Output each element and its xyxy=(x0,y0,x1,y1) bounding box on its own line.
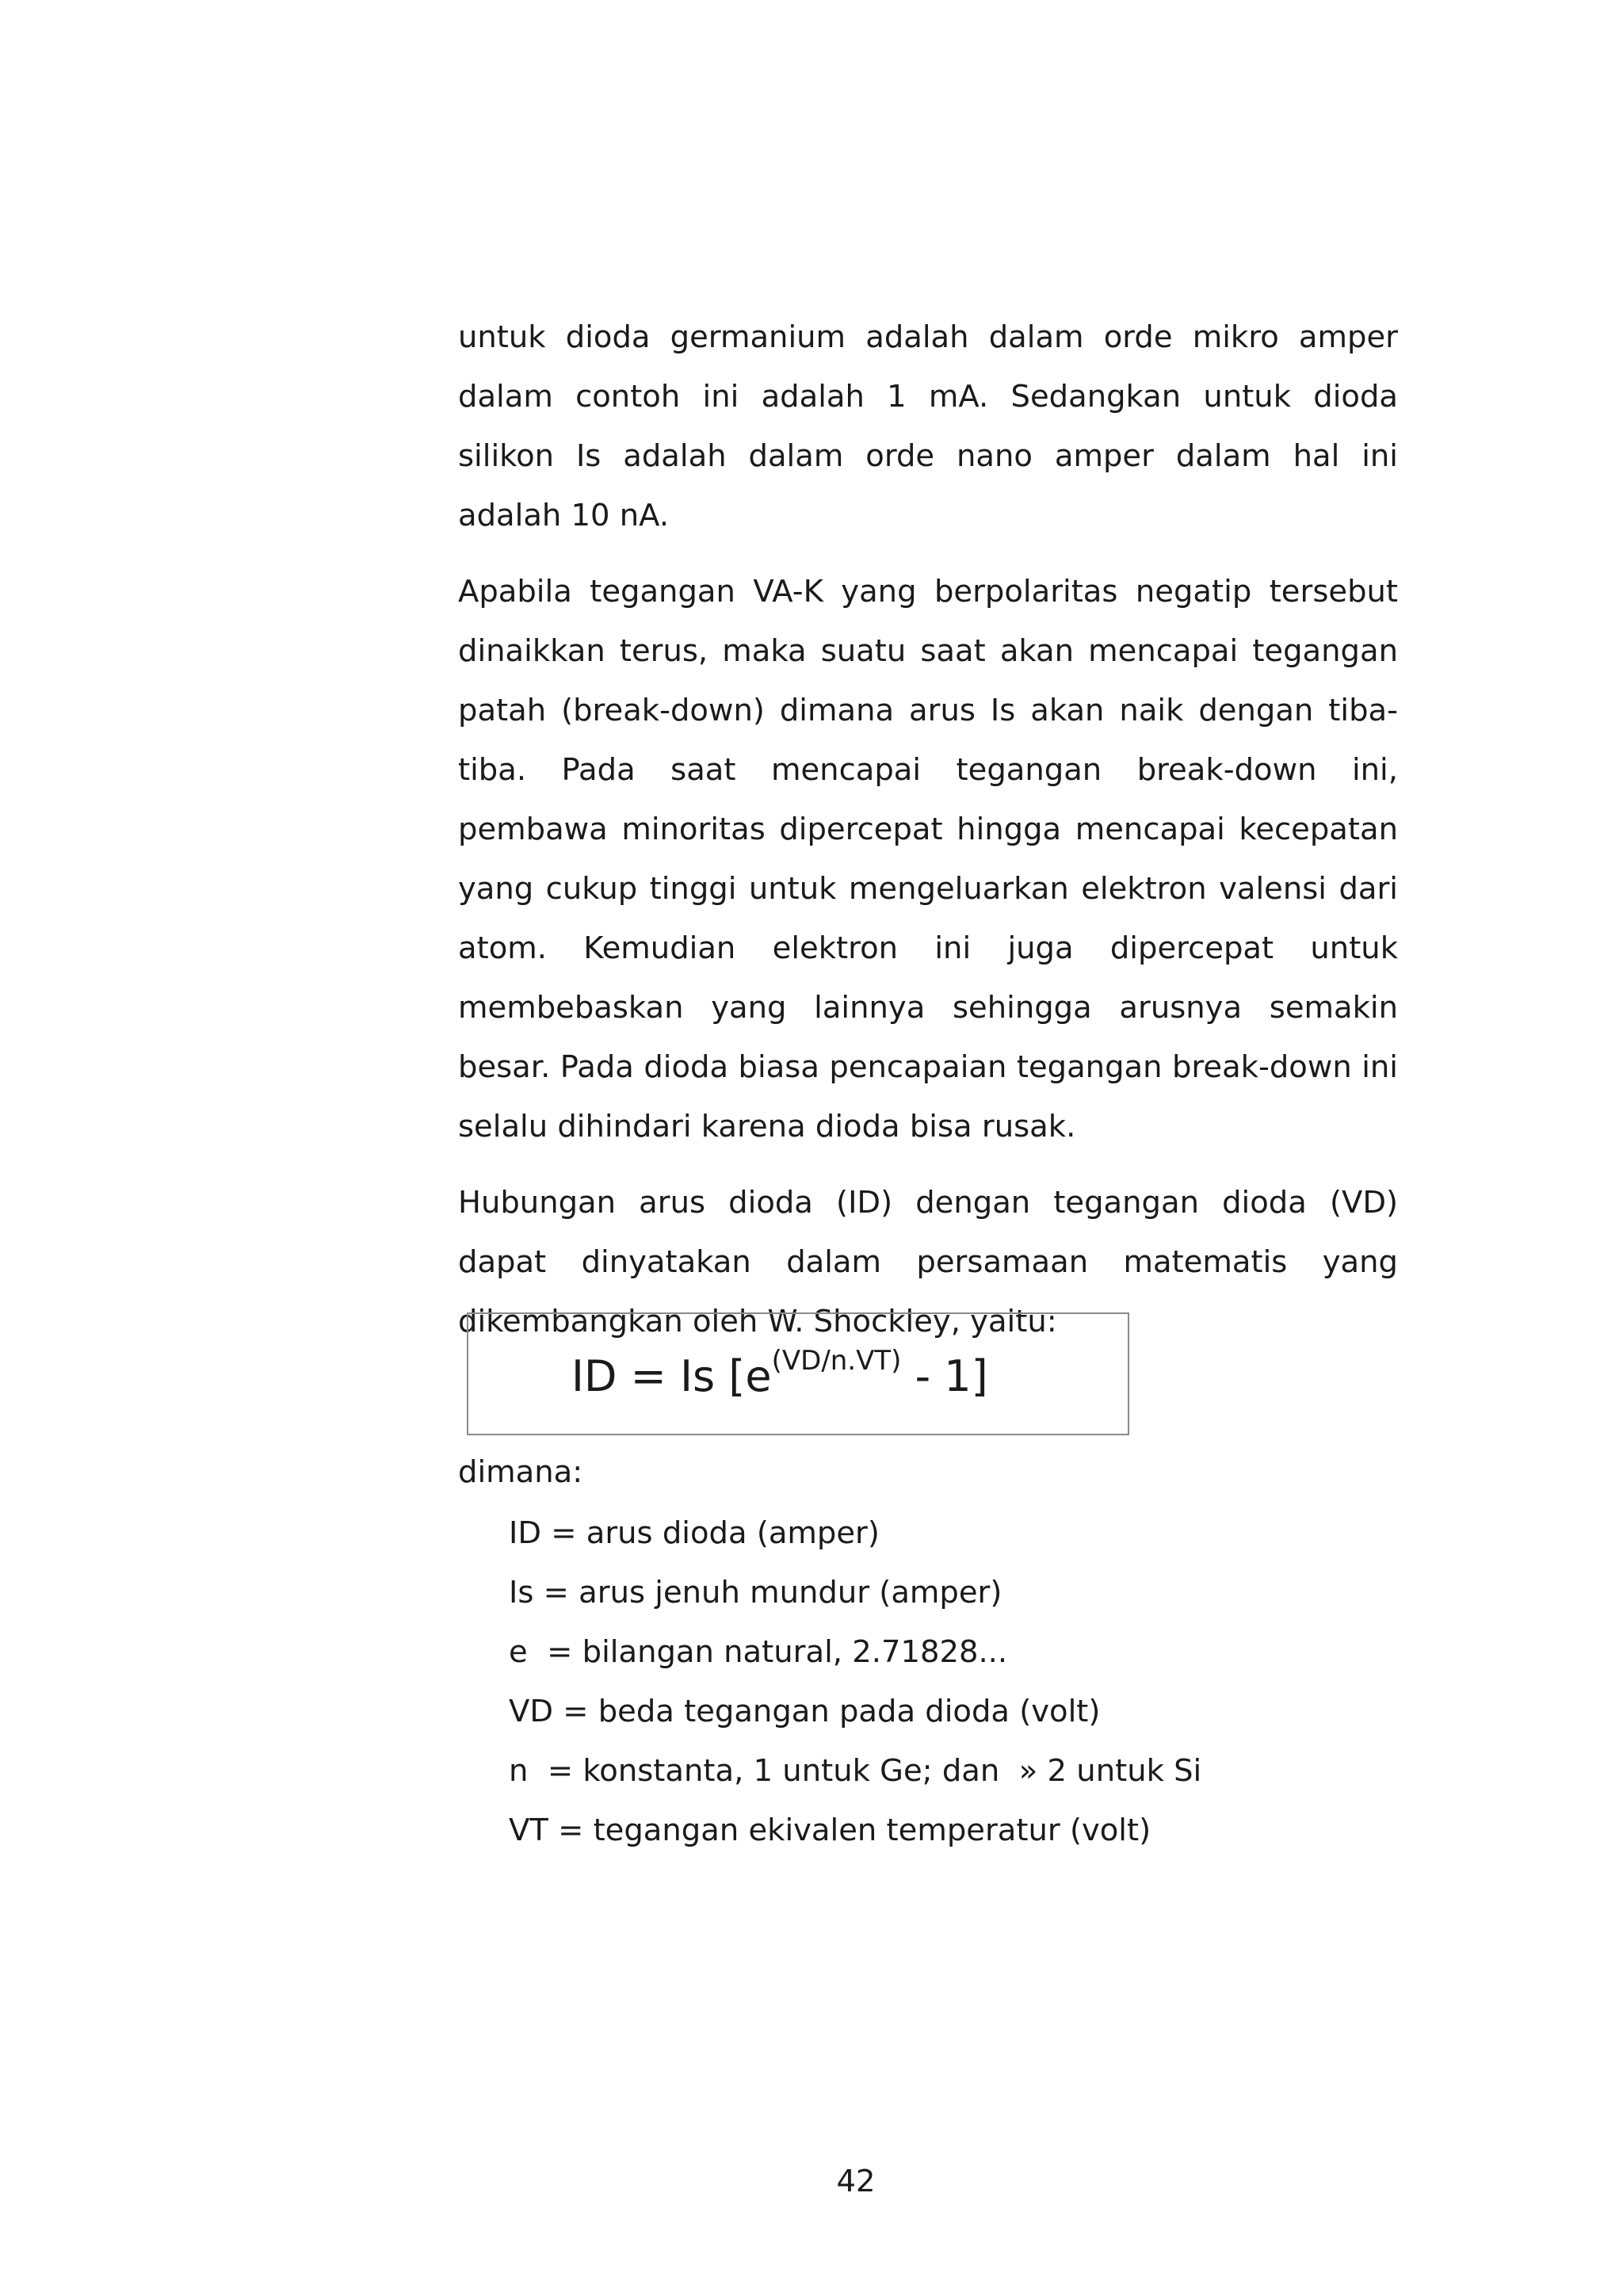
paragraph-2: Apabila tegangan VA-K yang berpolaritas negatip tersebut dinaikkan terus, maka suatu saat akan mencapai tegangan patah (break-down) dimana arus Is akan naik dengan tiba-tiba. Pada saat mencapai tegangan break-down ini, pembawa minoritas dipercepat hingga mencapai kecepatan yang cukup tinggi untuk mengeluarkan elektron valensi dari atom. Kemudian elektron ini juga dipercepat untuk membebaskan yang lainnya sehingga arusnya semakin besar. Pada dioda biasa pencapaian tegangan break-down ini selalu dihindari karena dioda bisa rusak. xyxy=(458,574,1398,1144)
where-label: dimana: xyxy=(458,1454,583,1490)
definition-item: Is = arus jenuh mundur (amper) xyxy=(509,1575,1002,1610)
paragraph-1: untuk dioda germanium adalah dalam orde mikro amper dalam contoh ini adalah 1 mA. Sedangkan untuk dioda silikon Is adalah dalam orde nano amper dalam hal ini adalah 10 nA. xyxy=(458,319,1398,533)
page-number: 42 xyxy=(836,2164,876,2199)
paragraph-3: Hubungan arus dioda (ID) dengan tegangan dioda (VD) dapat dinyatakan dalam persamaan matematis yang dikembangkan oleh W. Shockley, yaitu: xyxy=(458,1185,1398,1339)
definition-item: e = bilangan natural, 2.71828... xyxy=(509,1634,1008,1670)
definition-item: VT = tegangan ekivalen temperatur (volt) xyxy=(509,1813,1151,1848)
equation-rhs: - 1] xyxy=(901,1351,988,1401)
definition-item: ID = arus dioda (amper) xyxy=(509,1515,880,1551)
definition-item: n = konstanta, 1 untuk Ge; dan » 2 untuk Si xyxy=(509,1753,1202,1789)
body-text xyxy=(458,308,1398,1351)
variable-definitions xyxy=(509,1503,1201,1860)
shockley-equation xyxy=(571,1345,988,1401)
shockley-equation-box xyxy=(467,1312,1129,1435)
equation-lhs: ID = Is [e xyxy=(571,1351,772,1401)
equation-exponent: (VD/n.VT) xyxy=(771,1345,902,1377)
definition-item: VD = beda tegangan pada dioda (volt) xyxy=(509,1694,1101,1729)
